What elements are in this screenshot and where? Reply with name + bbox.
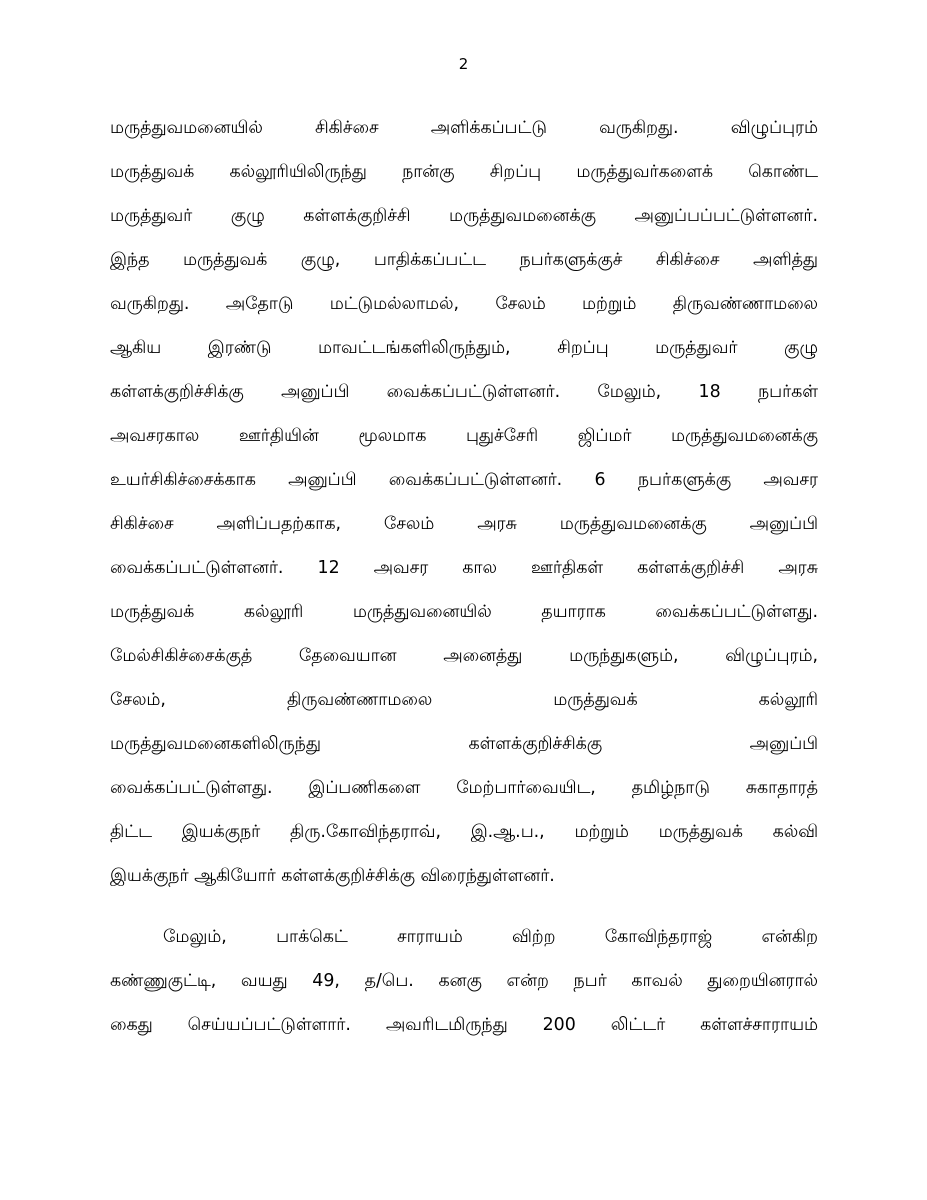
paragraph-1-line-10: சிகிச்சை அளிப்பதற்காக, சேலம் அரசு மருத்துவமனைக்கு அனுப்பி [110, 514, 818, 534]
paragraph-2-line-1: மேலும், பாக்கெட் சாராயம் விற்ற கோவிந்தராஜ் என்கிற [163, 927, 818, 947]
paragraph-2-line-3: கைது செய்யப்பட்டுள்ளார். அவரிடமிருந்து 200 லிட்டர் கள்ளச்சாராயம் [110, 1015, 818, 1035]
paragraph-1-line-18: இயக்குநர் ஆகியோர் கள்ளக்குறிச்சிக்கு விரைந்துள்ளனர். [110, 866, 555, 886]
paragraph-1-line-17: திட்ட இயக்குநர் திரு.கோவிந்தராவ், இ.ஆ.ப., மற்றும் மருத்துவக் கல்வி [110, 822, 818, 842]
paragraph-1-line-6: ஆகிய இரண்டு மாவட்டங்களிலிருந்தும், சிறப்பு மருத்துவர் குழு [110, 338, 818, 358]
paragraph-1-line-15: மருத்துவமனைகளிலிருந்து கள்ளக்குறிச்சிக்கு அனுப்பி [110, 734, 818, 754]
paragraph-2-line-2: கண்ணுகுட்டி, வயது 49, த/பெ. கனகு என்ற நபர் காவல் துறையினரால் [110, 971, 818, 991]
paragraph-1-line-7: கள்ளக்குறிச்சிக்கு அனுப்பி வைக்கப்பட்டுள்ளனர். மேலும், 18 நபர்கள் [110, 382, 818, 402]
paragraph-1-line-9: உயர்சிகிச்சைக்காக அனுப்பி வைக்கப்பட்டுள்ளனர். 6 நபர்களுக்கு அவசர [110, 470, 818, 490]
paragraph-1-line-14: சேலம், திருவண்ணாமலை மருத்துவக் கல்லூரி [110, 690, 818, 710]
paragraph-1-line-4: இந்த மருத்துவக் குழு, பாதிக்கப்பட்ட நபர்களுக்குச் சிகிச்சை அளித்து [110, 250, 818, 270]
paragraph-1-line-2: மருத்துவக் கல்லூரியிலிருந்து நான்கு சிறப்பு மருத்துவர்களைக் கொண்ட [110, 162, 818, 182]
paragraph-1-line-5: வருகிறது. அதோடு மட்டுமல்லாமல், சேலம் மற்றும் திருவண்ணாமலை [110, 294, 818, 314]
page-number: 2 [458, 55, 469, 73]
paragraph-1-line-1: மருத்துவமனையில் சிகிச்சை அளிக்கப்பட்டு வருகிறது. விழுப்புரம் [110, 118, 818, 138]
paragraph-1-line-11: வைக்கப்பட்டுள்ளனர். 12 அவசர கால ஊர்திகள் கள்ளக்குறிச்சி அரசு [110, 558, 818, 578]
paragraph-1-line-12: மருத்துவக் கல்லூரி மருத்துவனையில் தயாராக வைக்கப்பட்டுள்ளது. [110, 602, 818, 622]
paragraph-1-line-16: வைக்கப்பட்டுள்ளது. இப்பணிகளை மேற்பார்வையிட, தமிழ்நாடு சுகாதாரத் [110, 778, 818, 798]
paragraph-1-line-13: மேல்சிகிச்சைக்குத் தேவையான அனைத்து மருந்துகளும், விழுப்புரம், [110, 646, 818, 666]
paragraph-1-line-3: மருத்துவர் குழு கள்ளக்குறிச்சி மருத்துவமனைக்கு அனுப்பப்பட்டுள்ளனர். [110, 206, 818, 226]
paragraph-1-line-8: அவசரகால ஊர்தியின் மூலமாக புதுச்சேரி ஜிப்மர் மருத்துவமனைக்கு [110, 426, 818, 446]
